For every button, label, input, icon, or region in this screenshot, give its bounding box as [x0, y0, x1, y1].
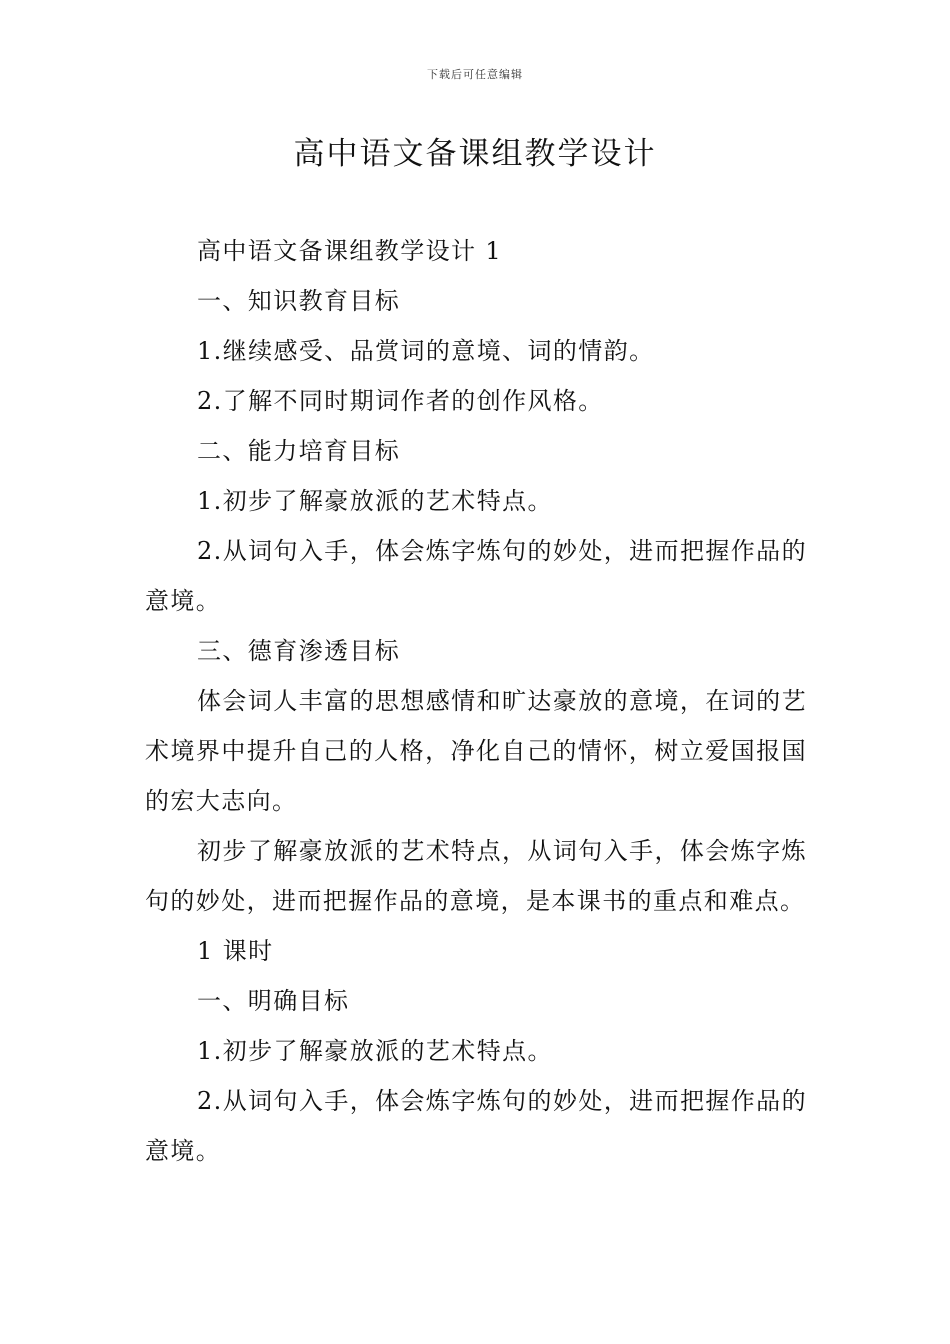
document-body [145, 226, 807, 1176]
list-item: 2.了解不同时期词作者的创作风格。 [197, 387, 604, 415]
header-note: 下载后可任意编辑 [427, 68, 523, 81]
lesson-duration: 1 课时 [197, 937, 274, 965]
list-item: 1.初步了解豪放派的艺术特点。 [197, 487, 553, 515]
heading-ability-goals: 二、能力培育目标 [197, 437, 401, 465]
heading-clear-goals: 一、明确目标 [197, 987, 350, 1015]
list-item: 1.继续感受、品赏词的意境、词的情韵。 [197, 337, 655, 365]
section-subtitle: 高中语文备课组教学设计 1 [197, 237, 503, 265]
document-title: 高中语文备课组教学设计 [293, 136, 657, 172]
body-paragraph: 体会词人丰富的思想感情和旷达豪放的意境，在词的艺术境界中提升自己的人格，净化自己的情怀，树立爱国报国的宏大志向。 [145, 687, 807, 815]
heading-moral-goals: 三、德育渗透目标 [197, 637, 401, 665]
heading-knowledge-goals: 一、知识教育目标 [197, 287, 401, 315]
list-item: 2.从词句入手，体会炼字炼句的妙处，进而把握作品的意境。 [145, 1087, 807, 1165]
body-paragraph: 初步了解豪放派的艺术特点，从词句入手，体会炼字炼句的妙处，进而把握作品的意境，是本课书的重点和难点。 [145, 837, 807, 915]
list-item: 2.从词句入手，体会炼字炼句的妙处，进而把握作品的意境。 [145, 537, 807, 615]
list-item: 1.初步了解豪放派的艺术特点。 [197, 1037, 553, 1065]
